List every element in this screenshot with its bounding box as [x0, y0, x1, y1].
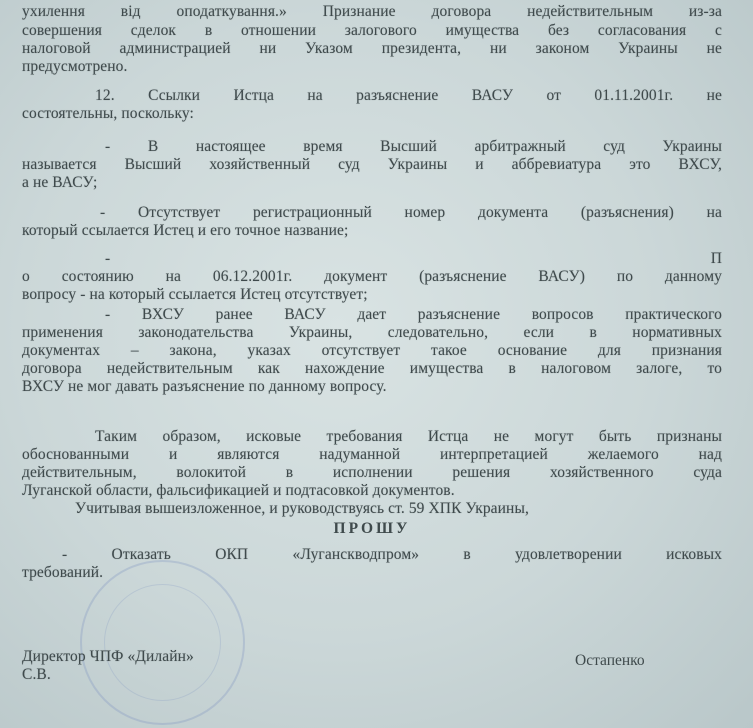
text-line: - П: [105, 250, 722, 267]
text-line: а не ВАСУ;: [22, 174, 98, 191]
text-line: ухилення від оподаткування.» Признание договора недействительным из-за: [22, 3, 722, 20]
text-line: налоговой администрацией ни Указом президента, ни законом Украины не: [22, 40, 722, 57]
text-line: - ВХСУ ранее ВАСУ дает разъяснение вопросов практического: [105, 306, 722, 323]
text-line: который ссылается Истец и его точное название;: [22, 222, 349, 239]
text-line: предусмотрено.: [22, 58, 128, 75]
text-line: о состоянию на 06.12.2001г. документ (разъяснение ВАСУ) по данному: [22, 268, 722, 285]
text-line: - Отказать ОКП «Луганскводпром» в удовлетворении исковых: [62, 546, 722, 563]
signature-name: Остапенко: [575, 652, 645, 669]
text-line: требований.: [22, 564, 104, 581]
text-line: совершения сделок в отношении залогового имущества без согласования с: [22, 22, 722, 39]
text-line: ВХСУ не мог давать разъяснение по данному вопросу.: [22, 378, 387, 395]
text-line: - Отсутствует регистрационный номер документа (разъяснения) на: [100, 204, 722, 221]
text-line: состоятельны, поскольку:: [22, 105, 194, 122]
text-line: договора недействительным как нахождение имущества в налоговом залоге, то: [22, 360, 722, 377]
heading-proshu: ПРОШУ: [333, 520, 411, 537]
text-line: Луганской области, фальсификацией и подтасовкой документов.: [22, 482, 455, 499]
text-line: 12. Ссылки Истца на разъяснение ВАСУ от 01.11.2001г. не: [95, 87, 722, 104]
text-line: - В настоящее время Высший арбитражный суд Украины: [105, 138, 722, 155]
signature-title: Директор ЧПФ «Дилайн»: [22, 648, 194, 665]
text-line: действительным, волокитой в исполнении решения хозяйственного суда: [22, 464, 722, 481]
text-line: называется Высший хозяйственный суд Украины и аббревиатура это ВХСУ,: [22, 156, 722, 173]
signature-initials: С.В.: [22, 666, 51, 683]
stamp-seal: [80, 560, 245, 725]
text-line: применения законодательства Украины, следовательно, если в нормативных: [22, 324, 722, 341]
text-line: вопросу - на который ссылается Истец отсутствует;: [22, 286, 368, 303]
text-line: Учитывая вышеизложенное, и руководствуясь ст. 59 ХПК Украины,: [75, 500, 529, 517]
text-line: обоснованными и являются надуманной интерпретацией желаемого над: [22, 446, 722, 463]
text-line: документах – закона, указах отсутствует такое основание для признания: [22, 342, 722, 359]
text-line: Таким образом, исковые требования Истца не могут быть признаны: [95, 428, 722, 445]
